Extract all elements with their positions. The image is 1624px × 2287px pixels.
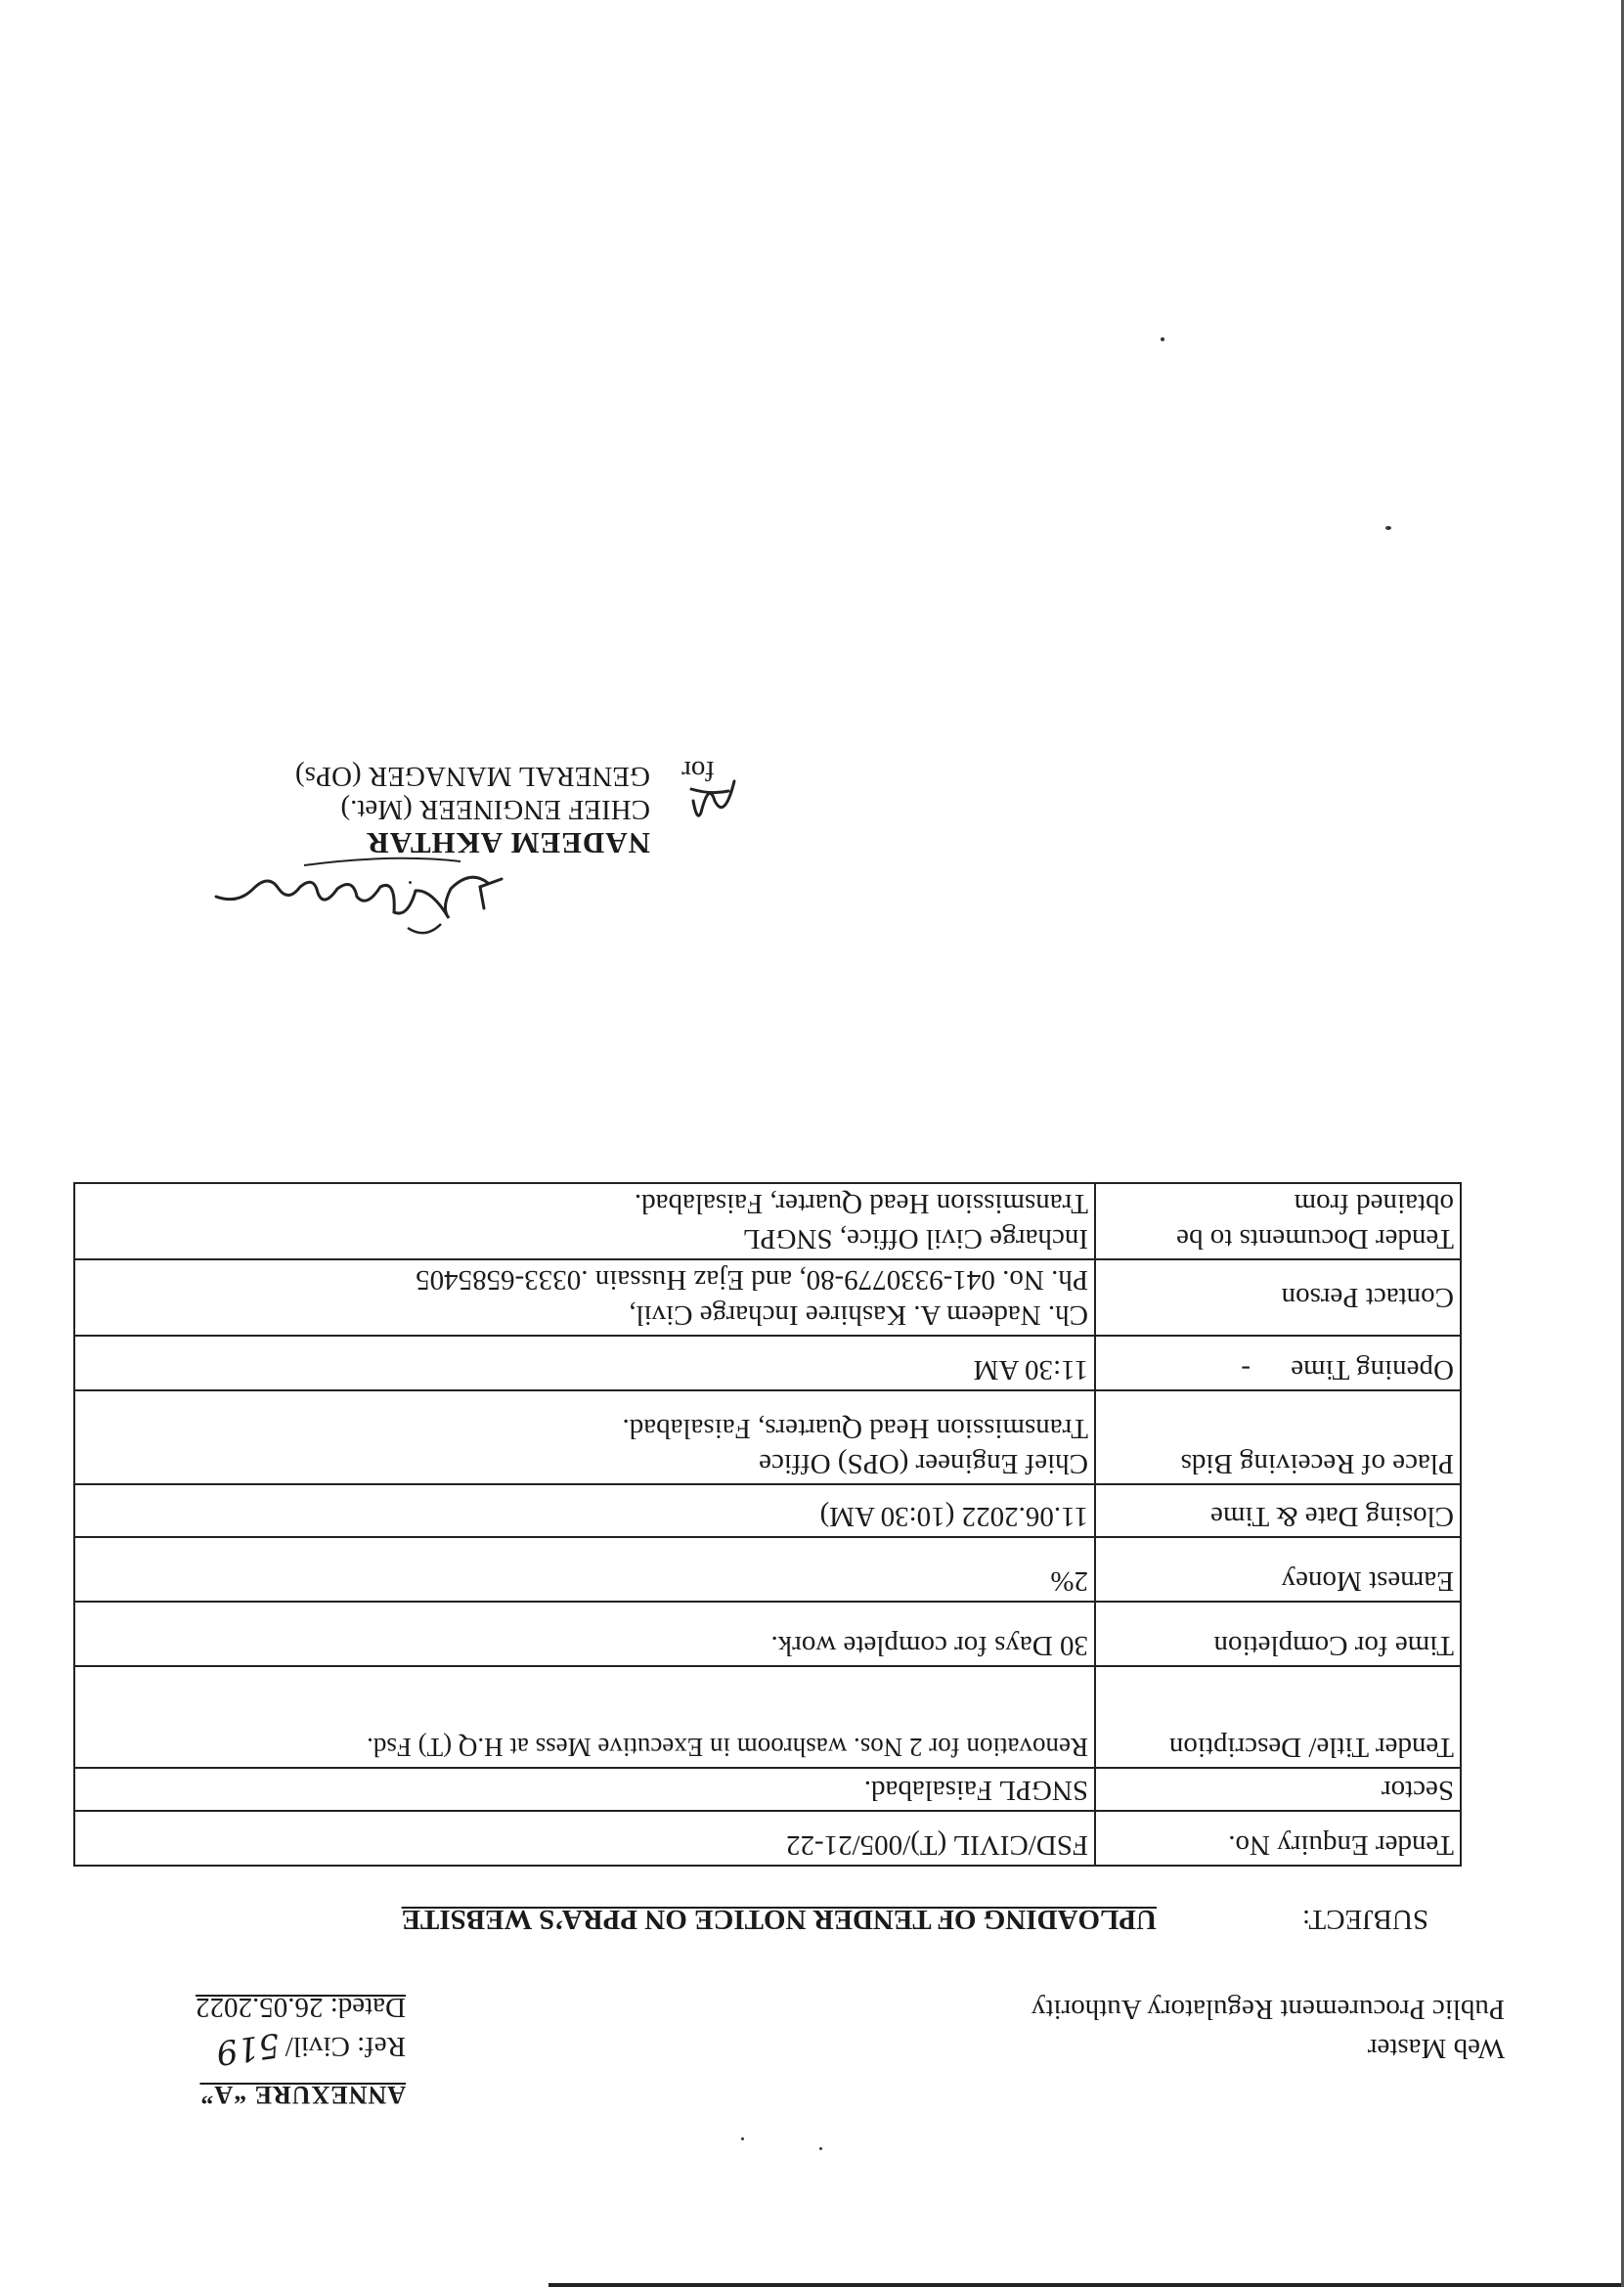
row-value	[74, 1259, 1095, 1336]
tender-details-table	[73, 1182, 1462, 1867]
row-label	[1095, 1336, 1461, 1390]
reference-prefix: Ref: Civil/	[285, 2031, 406, 2062]
row-label: Time for Completion	[1095, 1602, 1461, 1666]
addressee-line: Web Master	[1367, 2033, 1505, 2064]
row-label: Earnest Money	[1095, 1537, 1461, 1602]
table-row	[74, 1666, 1461, 1768]
row-value: SNGPL Faisalabad.	[74, 1768, 1095, 1811]
table-row	[74, 1336, 1461, 1390]
value-line: Chief Engineer (OPS) Office	[759, 1448, 1088, 1479]
label-suffix: -	[1241, 1354, 1251, 1385]
value-line: Transmission Head Quarter, Faisalabad.	[634, 1188, 1088, 1219]
table-row	[74, 1259, 1461, 1336]
row-label: Tender Title/ Description	[1095, 1666, 1461, 1768]
table-row	[74, 1602, 1461, 1666]
signatory-on-behalf: GENERAL MANAGER (OPs)	[294, 761, 650, 792]
scan-speck	[1385, 526, 1391, 530]
dated-line: Dated: 26.05.2022	[195, 1992, 406, 2023]
row-label	[1095, 1183, 1461, 1259]
reference-block	[195, 1988, 406, 2073]
row-value: FSD/CIVIL (T)/005/21-22	[74, 1811, 1095, 1866]
row-value	[74, 1390, 1095, 1484]
reference-line	[196, 2024, 406, 2073]
row-value	[74, 1183, 1095, 1259]
scan-speck	[1161, 337, 1164, 341]
scan-speck	[409, 881, 412, 884]
row-label: Place of Receiving Bids	[1095, 1390, 1461, 1484]
row-value: 30 Days for complete work.	[74, 1602, 1095, 1666]
scan-speck	[819, 2147, 822, 2150]
table-row	[74, 1811, 1461, 1866]
table-row	[74, 1390, 1461, 1484]
row-value: 11.06.2022 (10:30 AM)	[74, 1484, 1095, 1537]
addressee-line: Public Procurement Regulatory Authority	[1031, 1994, 1505, 2025]
row-label: Contact Person	[1095, 1259, 1461, 1336]
annexure-heading: ANNEXURE “A”	[199, 2081, 406, 2109]
subject-label: SUBJECT:	[1301, 1904, 1428, 1935]
signatory-title: CHIEF ENGINEER (Met.)	[340, 794, 650, 825]
value-line: Transmission Head Quarters, Faisalabad.	[622, 1413, 1088, 1444]
label-line: Tender Documents to be	[1176, 1223, 1454, 1254]
row-label: Sector	[1095, 1768, 1461, 1811]
row-value: 2%	[74, 1537, 1095, 1602]
table-row	[74, 1768, 1461, 1811]
value-line: Ph. No. 041-9330779-80, and Ejaz Hussain .0333-6585405	[416, 1264, 1088, 1296]
table-row	[74, 1183, 1461, 1259]
value-line: Ch. Nadeem A. Kashiree Incharge Civil,	[629, 1299, 1088, 1331]
row-value: Renovation for 2 Nos. washroom in Executive Mess at H.Q (T) Fsd.	[74, 1666, 1095, 1768]
signatory-block	[294, 755, 715, 860]
table-row	[74, 1537, 1461, 1602]
scan-edge-top	[549, 2283, 1624, 2287]
row-label: Closing Date & Time	[1095, 1484, 1461, 1537]
label-line: obtained from	[1294, 1188, 1454, 1219]
reference-number: 519	[213, 2024, 283, 2073]
label-text: Opening Time	[1291, 1354, 1454, 1385]
subject-text: UPLOADING OF TENDER NOTICE ON PPRA’S WEBSITE	[401, 1904, 1157, 1935]
table-row	[74, 1484, 1461, 1537]
row-value: 11:30 AM	[74, 1336, 1095, 1390]
row-label: Tender Enquiry No.	[1095, 1811, 1461, 1866]
scan-speck	[741, 2137, 744, 2140]
signatory-name: NADEEM AKHTAR	[366, 826, 650, 860]
value-line: Incharge Civil Office, SNGPL	[742, 1223, 1088, 1254]
addressee-block	[1031, 1990, 1505, 2068]
signatory-for-label: for	[681, 755, 715, 786]
